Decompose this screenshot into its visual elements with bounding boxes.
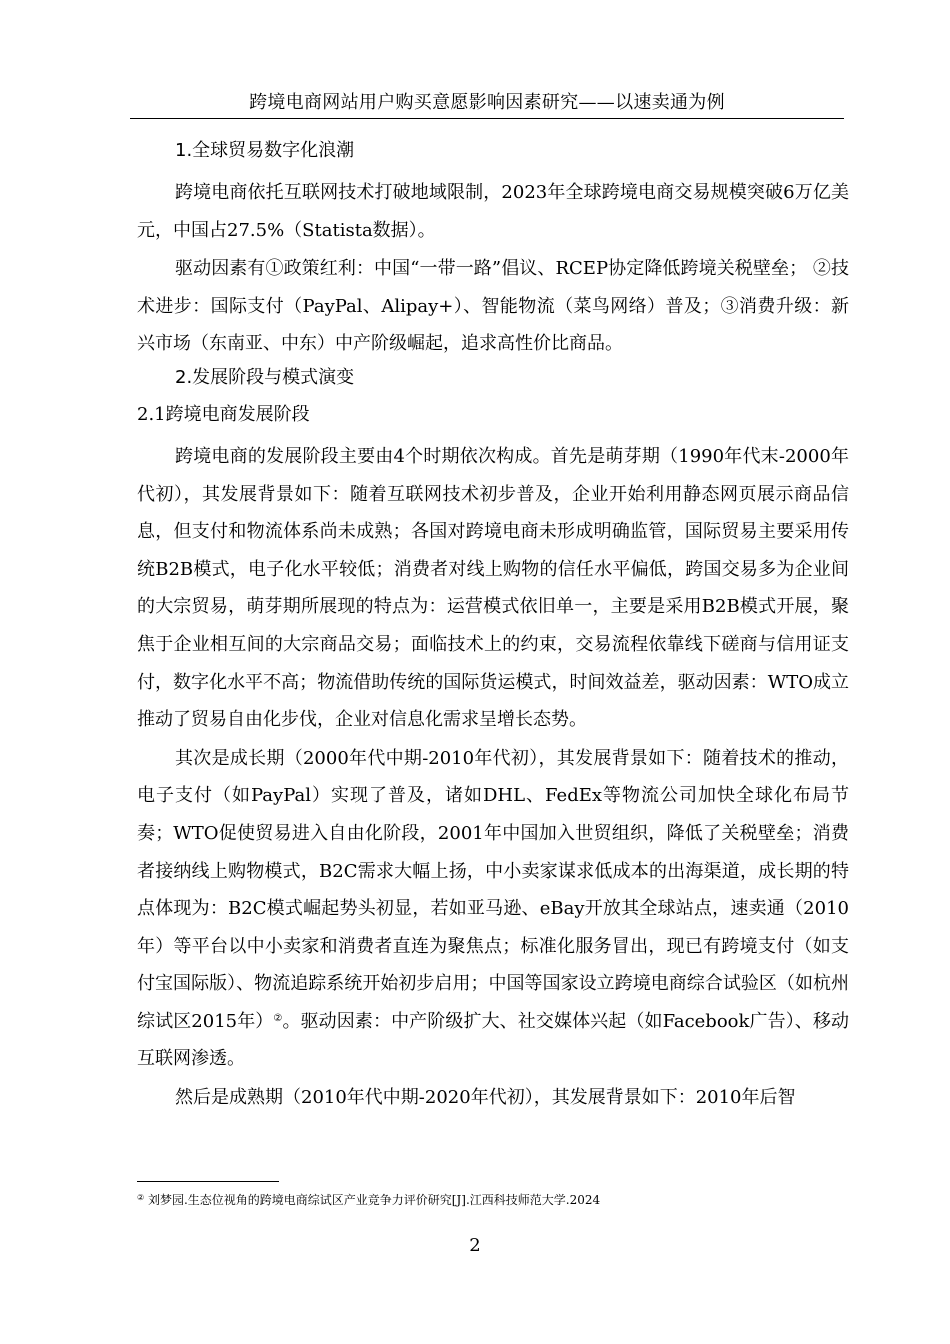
footnote-reference[interactable]: ② [273, 1012, 283, 1024]
footnote [137, 1191, 849, 1209]
section-heading-1: 1.全球贸易数字化浪潮 [175, 140, 355, 161]
running-header: 跨境电商网站用户购买意愿影响因素研究——以速卖通为例 [130, 90, 844, 119]
section-heading-2: 2.发展阶段与模式演变 [175, 366, 355, 388]
paragraph-sprout-stage: 跨境电商的发展阶段主要由4个时期依次构成。首先是萌芽期（1990年代末-2000年代初），其发展背景如下：随着互联网技术初步普及，企业开始利用静态网页展示商品信息，但支付和物流体系尚未成熟；各国对跨境电商未形成明确监管，国际贸易主要采用传统B2B模式，电子化水平较低；消费者对线上购物的信任水平偏低，跨国交易多为企业间的大宗贸易，萌芽期所展现的特点为：运营模式依旧单一，主要是采用B2B模式开展，聚焦于企业相互间的大宗商品交易；面临技术上的约束，交易流程依靠线下磋商与信用证支付，数字化水平不高；物流借助传统的国际货运模式，时间效益差，驱动因素：WTO成立推动了贸易自由化步伐，企业对信息化需求呈增长态势。 [137, 445, 849, 731]
growth-stage-text: 其次是成长期（2000年代中期-2010年代初），其发展背景如下：随着技术的推动，电子支付（如PayPal）实现了普及，诸如DHL、FedEx等物流公司加快全球化布局节奏；WTO促使贸易进入自由化阶段，2001年中国加入世贸组织，降低了关税壁垒；消费者接纳线上购物模式，B2C需求大幅上扬，中小卖家谋求低成本的出海渠道，成长期的特点体现为：B2C模式崛起势头初显，若如亚马逊、eBay开放其全球站点，速卖通（2010年）等平台以中小卖家和消费者直连为聚焦点；标准化服务冒出，现已有跨境支付（如支付宝国际版）、物流追踪系统开始初步启用；中国等国家设立跨境电商综合试验区（如杭州综试区2015年） [137, 747, 849, 1032]
page-body [137, 137, 849, 1118]
paragraph-trade-scale: 跨境电商依托互联网技术打破地域限制，2023年全球跨境电商交易规模突破6万亿美元，中国占27.5%（Statista数据）。 [137, 182, 849, 241]
paragraph-growth-stage [137, 740, 849, 1078]
footnote-separator [137, 1181, 279, 1182]
page-number: 2 [469, 1235, 481, 1256]
footnote-text: 刘梦园.生态位视角的跨境电商综试区产业竞争力评价研究[J].江西科技师范大学.2024 [144, 1193, 601, 1207]
paragraph-drivers: 驱动因素有①政策红利：中国“一带一路”倡议、RCEP协定降低跨境关税壁垒； ②技术进步：国际支付（PayPal、Alipay+）、智能物流（菜鸟网络）普及；③消费升级：新兴市场（东南亚、中东）中产阶级崛起，追求高性价比商品。 [137, 258, 849, 355]
footnote-marker: ② [137, 1193, 145, 1202]
paragraph-mature-stage: 然后是成熟期（2010年代中期-2020年代初），其发展背景如下：2010年后智 [175, 1087, 796, 1109]
growth-stage-tail: 。驱动因素：中产阶级扩大、社交媒体兴起（如Facebook广告）、移动互联网渗透。 [137, 1010, 849, 1070]
subsection-heading-2-1: 2.1跨境电商发展阶段 [137, 403, 310, 425]
